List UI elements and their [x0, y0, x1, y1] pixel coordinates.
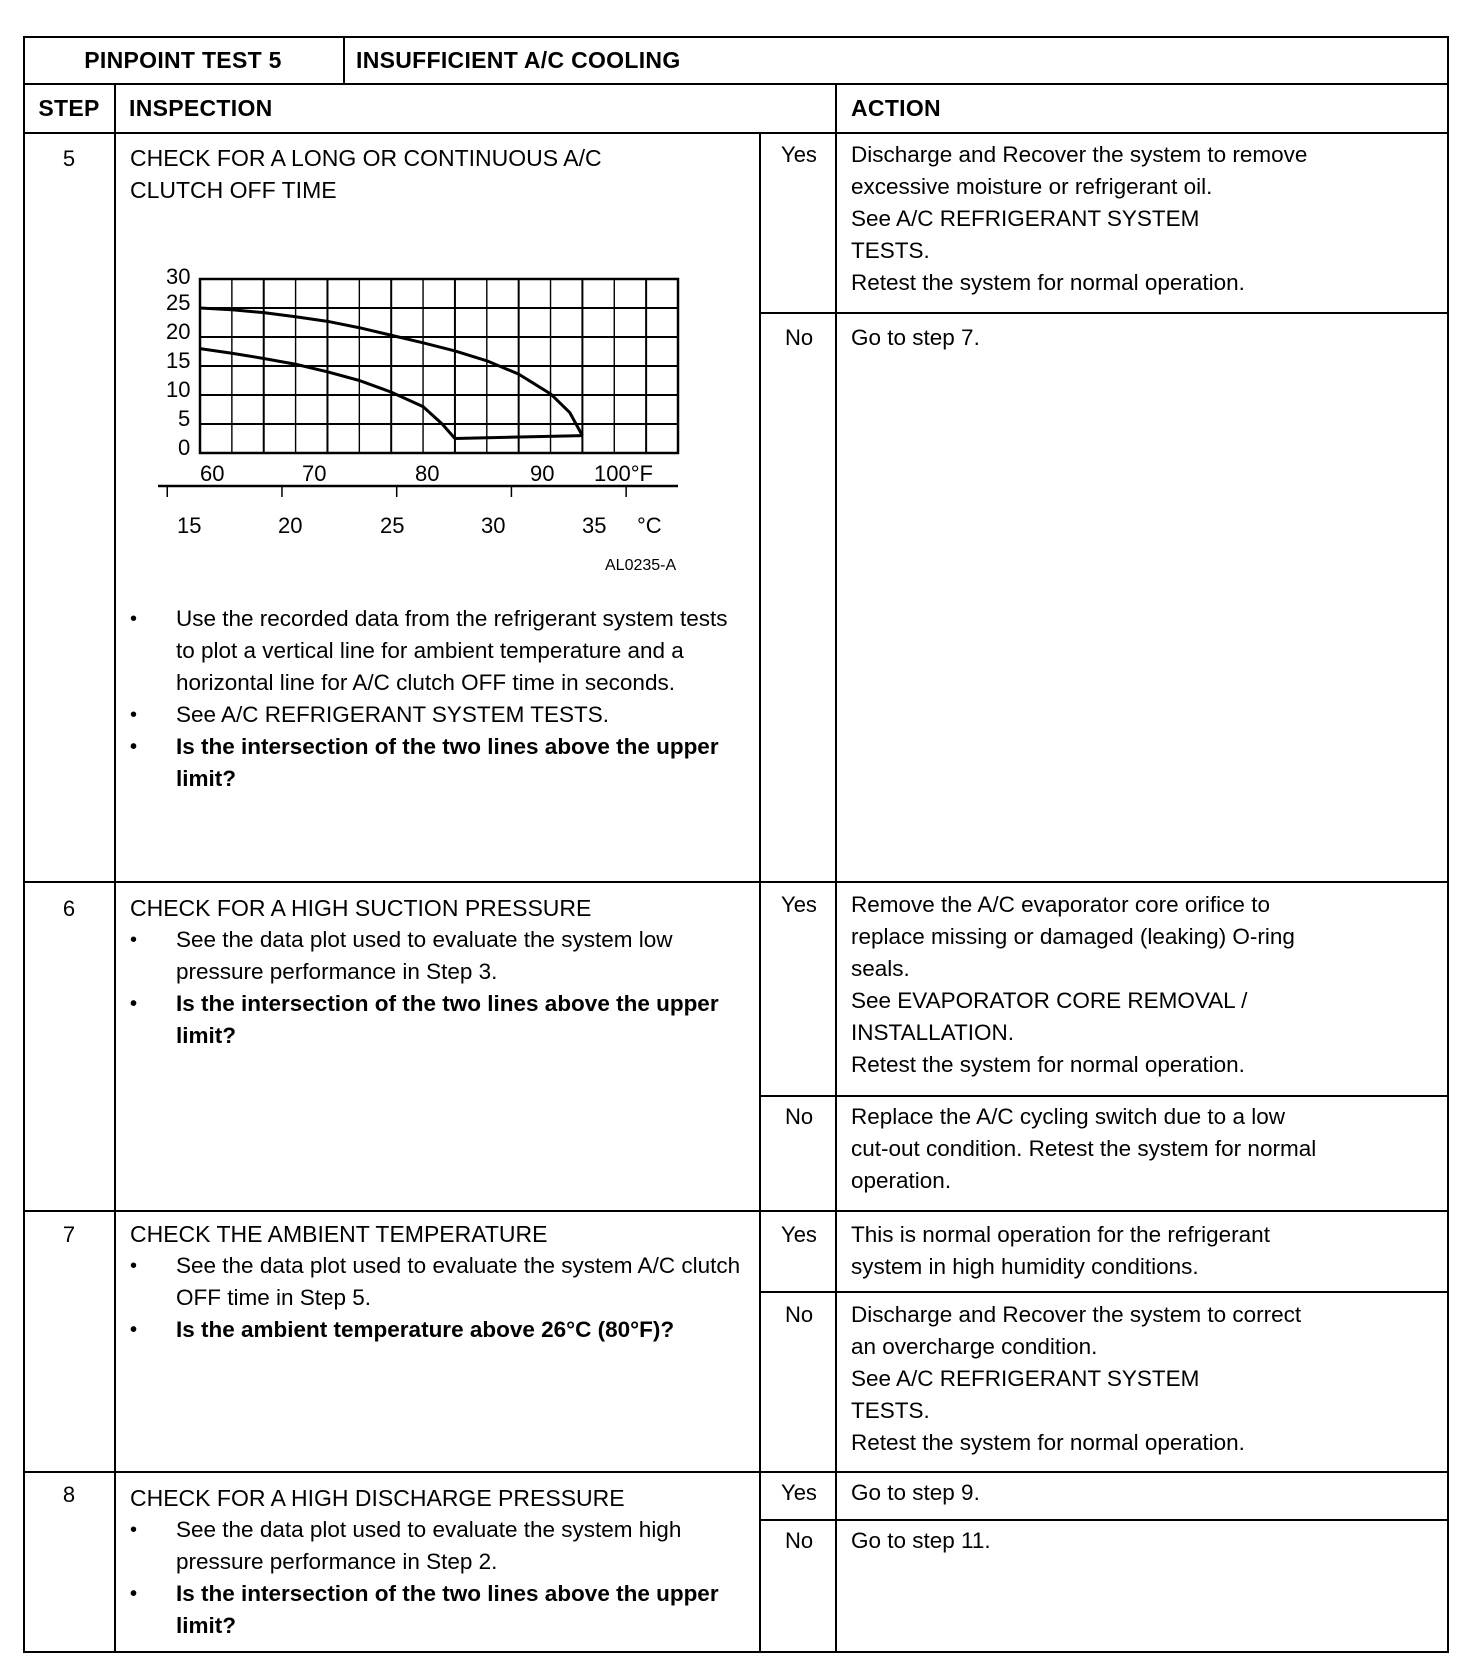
- action-line: See A/C REFRIGERANT SYSTEM: [851, 1366, 1200, 1391]
- step-title: CHECK FOR A HIGH SUCTION PRESSURE: [130, 895, 592, 921]
- bullet-item: • Is the intersection of the two lines above the upper limit?: [126, 731, 746, 795]
- x-tick-c: 20: [278, 513, 303, 538]
- action-line: Retest the system for normal operation.: [851, 1430, 1245, 1455]
- bullet-item: • See the data plot used to evaluate the system high pressure performance in Step 2.: [126, 1514, 746, 1578]
- action-line: Go to step 11.: [851, 1528, 991, 1553]
- step-title: CHECK FOR A HIGH DISCHARGE PRESSURE: [130, 1485, 625, 1511]
- x-tick-c-unit: °C: [637, 513, 662, 538]
- chart-grid: [200, 279, 678, 453]
- action-line: Retest the system for normal operation.: [851, 270, 1245, 295]
- action-line: Remove the A/C evaporator core orifice to: [851, 892, 1270, 917]
- action-line: seals.: [851, 956, 910, 981]
- y-tick: 20: [166, 319, 191, 344]
- action-line: Retest the system for normal operation.: [851, 1052, 1245, 1077]
- test-title: INSUFFICIENT A/C COOLING: [356, 47, 681, 73]
- y-tick: 5: [178, 406, 191, 431]
- action-line: operation.: [851, 1168, 952, 1193]
- step-bullets: [126, 603, 746, 795]
- no-label: No: [784, 1528, 814, 1553]
- column-header-action: ACTION: [851, 95, 941, 121]
- step-title-line: CLUTCH OFF TIME: [130, 177, 337, 203]
- step-number: 7: [62, 1222, 76, 1247]
- x-tick-c: 30: [481, 513, 506, 538]
- divider: [835, 83, 837, 1653]
- divider: [759, 1519, 1449, 1521]
- bullet-item: • Is the intersection of the two lines above the upper limit?: [126, 1578, 746, 1642]
- no-action: [851, 322, 1451, 354]
- x-tick-f: 80: [415, 461, 440, 486]
- yes-action: [851, 1477, 1451, 1509]
- action-line: Discharge and Recover the system to correct: [851, 1302, 1302, 1327]
- yes-action: [851, 889, 1451, 1081]
- bullet-item: • Is the ambient temperature above 26°C (80°F)?: [126, 1314, 746, 1346]
- step-number: 5: [62, 146, 76, 171]
- x-tick-c: 25: [380, 513, 405, 538]
- action-line: Go to step 7.: [851, 325, 980, 350]
- divider: [343, 36, 345, 85]
- action-line: Go to step 9.: [851, 1480, 980, 1505]
- action-line: INSTALLATION.: [851, 1020, 1014, 1045]
- table-border-bottom: [23, 1651, 1449, 1653]
- column-header-inspection: INSPECTION: [129, 95, 273, 121]
- step-bullets: [126, 924, 746, 1052]
- figure-id: AL0235-A: [605, 557, 677, 574]
- x-tick-f: 70: [302, 461, 327, 486]
- divider: [759, 1095, 1449, 1097]
- x-tick-f: 60: [200, 461, 225, 486]
- bullet-item: • Use the recorded data from the refrigerant system tests to plot a vertical line for ambient temperature and a horizontal line for A/C clutch OFF time in seconds.: [126, 603, 746, 699]
- step-number: 6: [62, 896, 76, 921]
- y-tick: 30: [166, 264, 191, 289]
- action-line: TESTS.: [851, 238, 930, 263]
- no-action: [851, 1101, 1451, 1197]
- yes-label: Yes: [781, 1222, 817, 1247]
- x-tick-c: 35: [582, 513, 607, 538]
- x-tick-f: 90: [530, 461, 555, 486]
- bullet-item: • See A/C REFRIGERANT SYSTEM TESTS.: [126, 699, 616, 731]
- no-label: No: [784, 325, 814, 350]
- table-border-top: [23, 36, 1449, 38]
- bullet-item: • See the data plot used to evaluate the system A/C clutch OFF time in Step 5.: [126, 1250, 746, 1314]
- y-tick: 10: [166, 377, 191, 402]
- step-title-line: CHECK FOR A LONG OR CONTINUOUS A/C: [130, 145, 602, 171]
- table-border-left: [23, 36, 25, 1653]
- action-line: replace missing or damaged (leaking) O-ring: [851, 924, 1295, 949]
- action-line: system in high humidity conditions.: [851, 1254, 1199, 1279]
- divider: [114, 83, 116, 1653]
- action-line: See EVAPORATOR CORE REMOVAL /: [851, 988, 1248, 1013]
- divider: [23, 1210, 1449, 1212]
- action-line: TESTS.: [851, 1398, 930, 1423]
- step-bullets: [126, 1514, 746, 1642]
- bullet-item: • Is the intersection of the two lines above the upper limit?: [126, 988, 746, 1052]
- no-action: [851, 1299, 1451, 1459]
- step-number: 8: [62, 1482, 76, 1507]
- yes-label: Yes: [781, 142, 817, 167]
- no-action: [851, 1525, 1451, 1557]
- yes-action: [851, 139, 1451, 299]
- y-tick: 0: [178, 435, 191, 460]
- y-tick: 15: [166, 348, 191, 373]
- step-title: [130, 142, 602, 206]
- test-id: PINPOINT TEST 5: [84, 47, 282, 73]
- divider: [23, 881, 1449, 883]
- action-line: an overcharge condition.: [851, 1334, 1098, 1359]
- yes-label: Yes: [781, 892, 817, 917]
- divider: [23, 132, 1449, 134]
- x-tick-c: 15: [177, 513, 202, 538]
- column-header-step: STEP: [38, 95, 100, 121]
- action-line: This is normal operation for the refrigerant: [851, 1222, 1270, 1247]
- divider: [23, 1471, 1449, 1473]
- no-label: No: [784, 1104, 814, 1129]
- step-bullets: [126, 1250, 746, 1346]
- divider: [23, 83, 1449, 85]
- bullet-item: • See the data plot used to evaluate the system low pressure performance in Step 3.: [126, 924, 746, 988]
- step-title: CHECK THE AMBIENT TEMPERATURE: [130, 1221, 548, 1247]
- action-line: cut-out condition. Retest the system for normal: [851, 1136, 1317, 1161]
- y-tick: 25: [166, 290, 191, 315]
- yes-action: [851, 1219, 1451, 1283]
- no-label: No: [784, 1302, 814, 1327]
- x-tick-f: 100°F: [594, 461, 653, 486]
- yes-label: Yes: [781, 1480, 817, 1505]
- action-line: Replace the A/C cycling switch due to a low: [851, 1104, 1285, 1129]
- action-line: Discharge and Recover the system to remove: [851, 142, 1308, 167]
- action-line: See A/C REFRIGERANT SYSTEM: [851, 206, 1200, 231]
- divider: [759, 1291, 1449, 1293]
- divider: [759, 312, 1449, 314]
- chart-svg: [140, 255, 700, 585]
- action-line: excessive moisture or refrigerant oil.: [851, 174, 1213, 199]
